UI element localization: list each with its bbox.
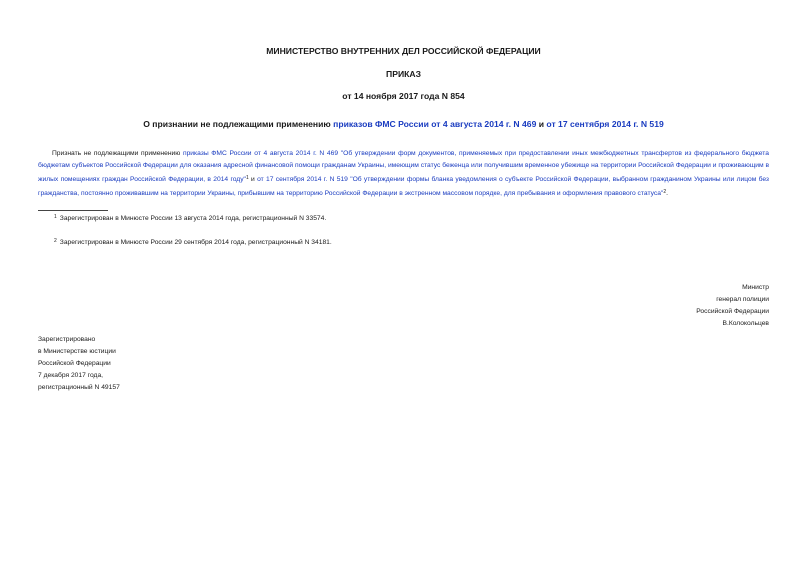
registration-line: в Министерстве юстиции	[38, 348, 116, 355]
paragraph-conjunction: и	[248, 176, 258, 183]
footnote-ref-2[interactable]: 2	[663, 189, 667, 195]
registration-block	[38, 334, 120, 394]
title-link-order-519[interactable]: от 17 сентября 2014 г. N 519	[546, 119, 664, 129]
document-title	[0, 119, 807, 129]
signature-line: Российской Федерации	[696, 308, 769, 315]
paragraph-end: .	[666, 190, 668, 197]
registration-line: регистрационный N 49157	[38, 384, 120, 391]
footnote-text-2: Зарегистрирован в Минюсте России 29 сентября 2014 года, регистрационный N 34181.	[59, 239, 332, 246]
footnote-text-1: Зарегистрирован в Минюсте России 13 августа 2014 года, регистрационный N 33574.	[59, 215, 327, 222]
title-link-order-469[interactable]: приказов ФМС России от 4 августа 2014 г. N 469	[333, 119, 537, 129]
main-paragraph	[38, 148, 769, 200]
signature-line: генерал полиции	[716, 296, 769, 303]
body-link-order-469[interactable]: приказы ФМС России от 4 августа 2014 г. N 469 "Об утверждении форм документов, применяемых при предоставлении иных межбюджетных трансфертов из федерального бюджета бюджетам субъектов Российской Федерации для оказания адресной финансовой помощи гражданам Украины, имеющим статус беженца или получившим временное убежище на территории Российской Федерации и проживающим в жилых помещениях граждан Российской Федерации, в 2014 году"	[38, 150, 769, 183]
body-link-order-519[interactable]: от 17 сентября 2014 г. N 519 "Об утверждении формы бланка уведомления о субъекте Российской Федерации, выбранном гражданином Украины или лицом без гражданства, постоянно проживавшим на территории Украины, прибывшим на территорию Российской Федерации в экстренном массовом порядке, для пребывания и оформления правового статуса"	[38, 176, 769, 197]
footnote-divider	[38, 210, 108, 211]
ministry-heading: МИНИСТЕРСТВО ВНУТРЕННИХ ДЕЛ РОССИЙСКОЙ ФЕДЕРАЦИИ	[266, 46, 541, 56]
title-middle: и	[536, 119, 547, 129]
document-date-number: от 14 ноября 2017 года N 854	[342, 91, 465, 101]
signature-block	[696, 282, 769, 330]
registration-line: Зарегистрировано	[38, 336, 96, 343]
registration-line: Российской Федерации	[38, 360, 111, 367]
signature-line: Министр	[742, 284, 769, 291]
document-type: ПРИКАЗ	[386, 69, 421, 79]
title-prefix: О признании не подлежащими применению	[143, 119, 334, 129]
signature-line: В.Колокольцев	[722, 320, 769, 327]
footnote-2	[54, 238, 332, 246]
footnote-mark-1: 1	[54, 214, 57, 220]
registration-line: 7 декабря 2017 года,	[38, 372, 104, 379]
footnote-mark-2: 2	[54, 238, 57, 244]
footnote-ref-1[interactable]: 1	[245, 175, 249, 181]
footnote-1	[54, 214, 326, 222]
paragraph-start: Признать не подлежащими применению	[52, 150, 183, 157]
